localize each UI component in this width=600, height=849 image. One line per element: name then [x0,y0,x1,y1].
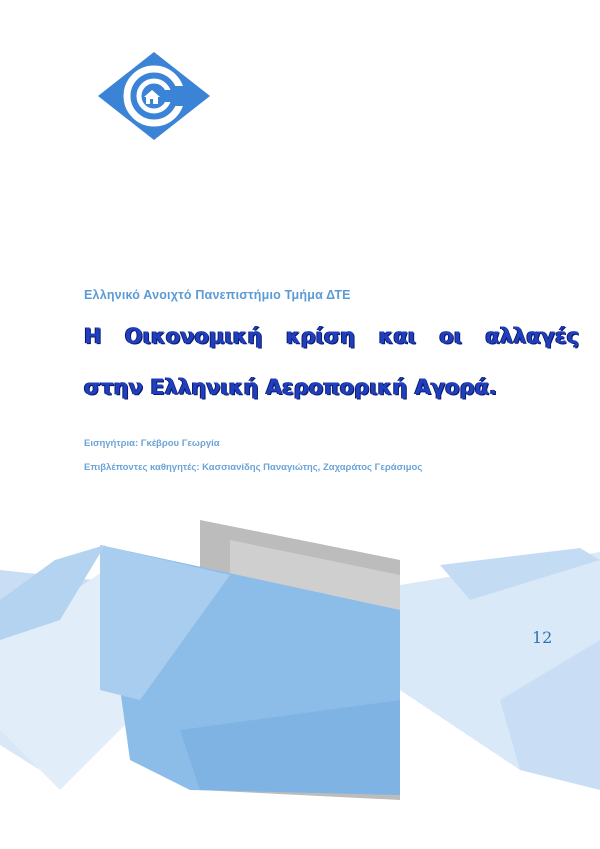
document-title-line-2: στην Ελληνική Αεροπορική Αγορά. [84,375,498,399]
university-logo-icon [96,50,212,142]
university-name: Ελληνικό Ανοιχτό Πανεπιστήμιο Τμήμα ΔΤΕ [84,288,351,302]
decorative-background-shapes [0,520,600,800]
presenter-line: Εισηγήτρια: Γκέβρου Γεωργία [84,438,220,449]
supervisors-line: Επιβλέποντες καθηγητές: Κασσιανίδης Παναγιώτης, Ζαχαράτος Γεράσιμος [84,462,423,473]
page-number: 12 [532,628,553,647]
document-title-line-1: Η Οικονομική κρίση και οι αλλαγές [84,324,580,348]
